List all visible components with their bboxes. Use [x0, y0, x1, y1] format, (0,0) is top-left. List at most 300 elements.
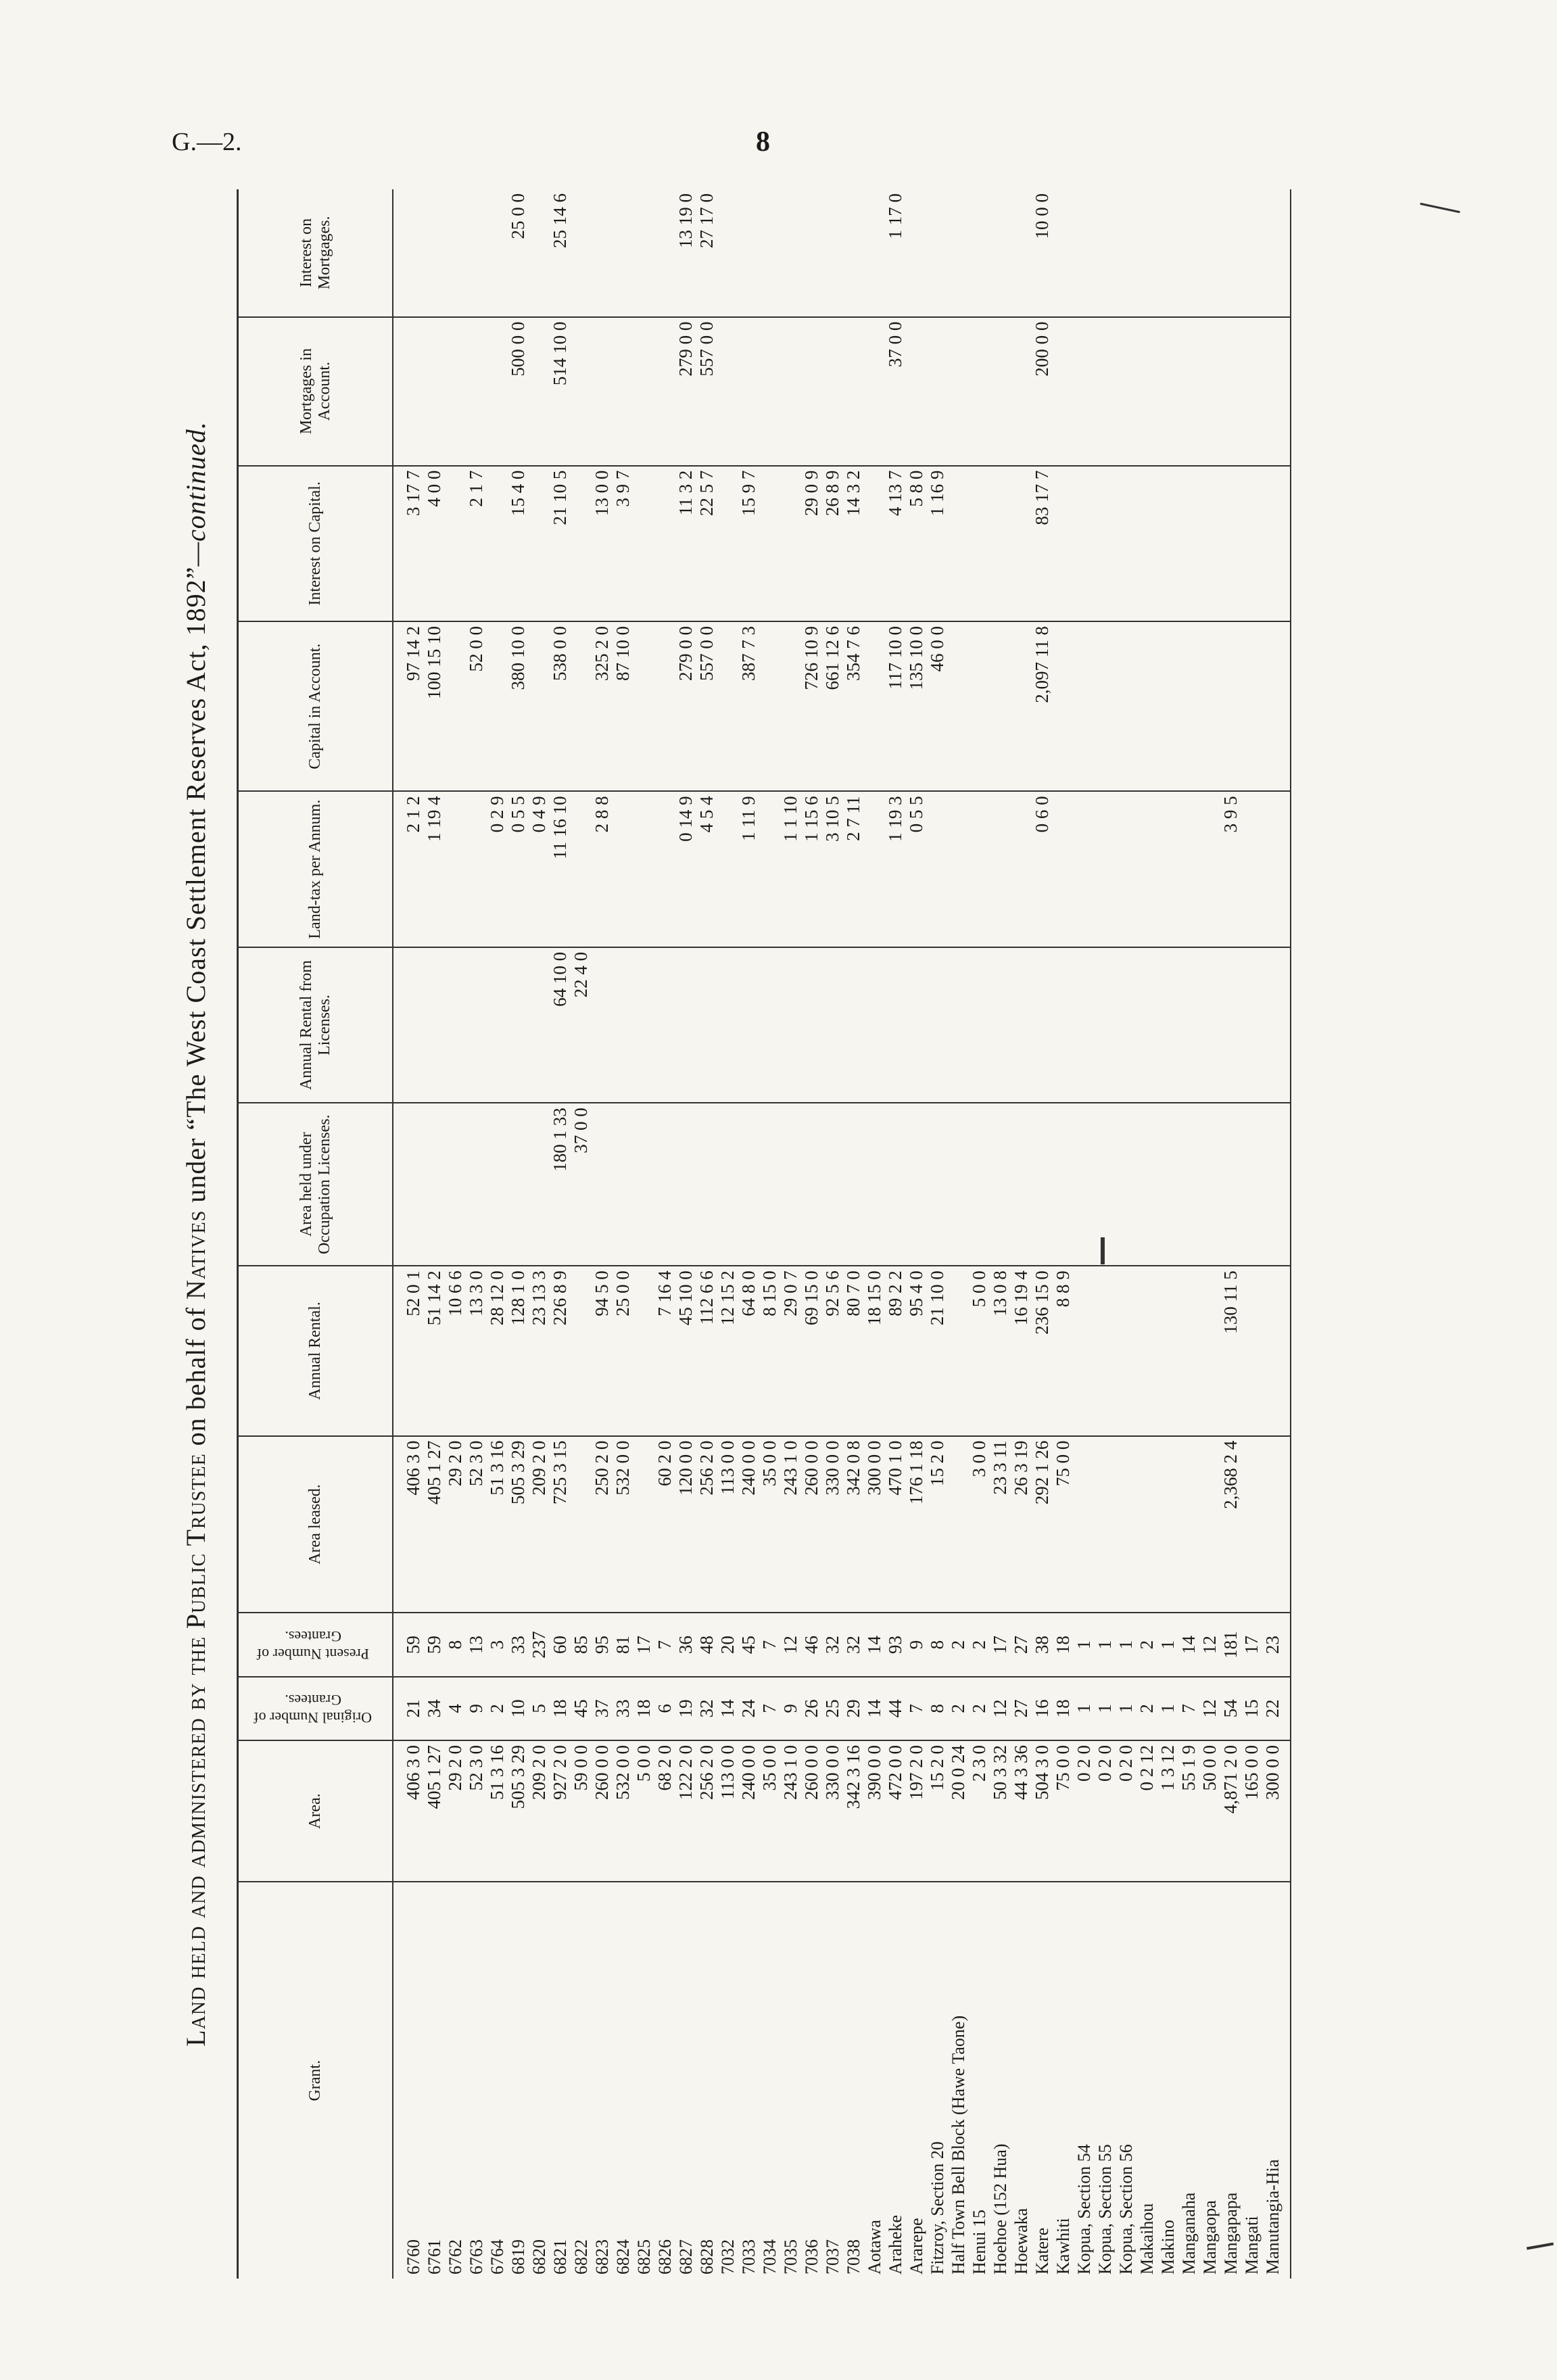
- cell-mortgages: [1011, 317, 1032, 466]
- table-row: [1053, 189, 1074, 2279]
- cell-land-tax: [969, 791, 990, 947]
- grant-name-cell: 6760: [404, 2239, 423, 2275]
- cell-area-leased: [571, 1436, 592, 1613]
- cell-area: 44 3 36: [1011, 1740, 1032, 1882]
- cell-rental-from-licenses: [1136, 947, 1157, 1103]
- cell-land-tax: 0 5 5: [906, 791, 927, 947]
- cell-area-occupation-licenses: [1199, 1103, 1220, 1266]
- cell-interest-capital: 83 17 7: [1032, 466, 1053, 621]
- cell-annual-rental: 128 1 0: [508, 1266, 529, 1435]
- cell-land-tax: 11 16 10: [550, 791, 571, 947]
- cell-mortgages: [393, 317, 424, 466]
- cell-area-occupation-licenses: [1220, 1103, 1241, 1266]
- cell-original-grantees: 18: [1053, 1677, 1074, 1740]
- cell-area-leased: 2,368 2 4: [1220, 1436, 1241, 1613]
- cell-original-grantees: 29: [843, 1677, 864, 1740]
- cell-interest-mortgages: [1053, 189, 1074, 317]
- title-trustee: Public Trustee: [181, 1453, 211, 1629]
- cell-interest-capital: 13 0 0: [592, 466, 613, 621]
- column-header-interest-capital: Interest on Capital.: [238, 466, 393, 621]
- cell-interest-capital: [990, 466, 1011, 621]
- cell-original-grantees: 2: [948, 1677, 969, 1740]
- cell-capital: [445, 621, 466, 791]
- cell-annual-rental: [1199, 1266, 1220, 1435]
- table-row: [424, 189, 445, 2279]
- cell-area-leased: 176 1 18: [906, 1436, 927, 1613]
- cell-mortgages: [738, 317, 759, 466]
- grant-name-cell: 7038: [844, 2239, 863, 2275]
- cell-land-tax: [1136, 791, 1157, 947]
- cell-area-leased: [1178, 1436, 1199, 1613]
- cell-mortgages: [864, 317, 885, 466]
- cell-capital: [990, 621, 1011, 791]
- cell-capital: 538 0 0: [550, 621, 571, 791]
- cell-area: 20 0 24: [948, 1740, 969, 1882]
- cell-annual-rental: [1262, 1266, 1291, 1435]
- cell-interest-mortgages: [571, 189, 592, 317]
- cell-annual-rental: 16 19 4: [1011, 1266, 1032, 1435]
- cell-interest-mortgages: [1199, 189, 1220, 317]
- table-row: [445, 189, 466, 2279]
- cell-rental-from-licenses: [738, 947, 759, 1103]
- table-row: [885, 189, 906, 2279]
- cell-present-grantees: 38: [1032, 1613, 1053, 1676]
- column-header-land-tax: Land-tax per Annum.: [238, 791, 393, 947]
- column-header-mortgages: Mortgages in Account.: [238, 317, 393, 466]
- cell-land-tax: [717, 791, 738, 947]
- cell-area-occupation-licenses: [906, 1103, 927, 1266]
- column-header-present-grantees: [238, 1613, 393, 1676]
- cell-mortgages: [822, 317, 843, 466]
- cell-interest-mortgages: [843, 189, 864, 317]
- cell-mortgages: [843, 317, 864, 466]
- cell-area: 52 3 0: [466, 1740, 487, 1882]
- cell-land-tax: 1 1 10: [780, 791, 801, 947]
- cell-original-grantees: 18: [633, 1677, 654, 1740]
- cell-mortgages: 279 0 0: [675, 317, 696, 466]
- cell-present-grantees: 7: [654, 1613, 675, 1676]
- table-row: [822, 189, 843, 2279]
- cell-area-occupation-licenses: [1136, 1103, 1157, 1266]
- cell-land-tax: [948, 791, 969, 947]
- cell-capital: 52 0 0: [466, 621, 487, 791]
- cell-present-grantees: 14: [864, 1613, 885, 1676]
- table-row: [1178, 189, 1199, 2279]
- table-row: [592, 189, 613, 2279]
- cell-present-grantees: 1: [1116, 1613, 1136, 1676]
- cell-capital: [780, 621, 801, 791]
- cell-rental-from-licenses: [508, 947, 529, 1103]
- cell-land-tax: 0 6 0: [1032, 791, 1053, 947]
- cell-original-grantees: 33: [613, 1677, 633, 1740]
- cell-capital: [1262, 621, 1291, 791]
- cell-original-grantees: 1: [1095, 1677, 1116, 1740]
- table-row: [1220, 189, 1241, 2279]
- cell-mortgages: 500 0 0: [508, 317, 529, 466]
- title-continued: —continued.: [181, 421, 211, 567]
- cell-capital: 117 10 0: [885, 621, 906, 791]
- cell-rental-from-licenses: [1011, 947, 1032, 1103]
- cell-area: 240 0 0: [738, 1740, 759, 1882]
- cell-interest-mortgages: [393, 189, 424, 317]
- cell-present-grantees: 8: [927, 1613, 948, 1676]
- cell-mortgages: [759, 317, 780, 466]
- grant-name-cell: Kopua, Section 54: [1074, 2144, 1094, 2275]
- cell-capital: 726 10 9: [801, 621, 822, 791]
- cell-interest-mortgages: [822, 189, 843, 317]
- cell-annual-rental: [1157, 1266, 1178, 1435]
- cell-area: 330 0 0: [822, 1740, 843, 1882]
- cell-area-leased: 470 1 0: [885, 1436, 906, 1613]
- cell-area-leased: [1095, 1436, 1116, 1613]
- cell-area-leased: 209 2 0: [529, 1436, 550, 1613]
- cell-capital: 325 2 0: [592, 621, 613, 791]
- cell-capital: [633, 621, 654, 791]
- cell-area-occupation-licenses: [927, 1103, 948, 1266]
- cell-original-grantees: 27: [1011, 1677, 1032, 1740]
- cell-area-leased: 75 0 0: [1053, 1436, 1074, 1613]
- cell-capital: [1241, 621, 1262, 791]
- grant-name-cell: 6820: [529, 2239, 549, 2275]
- column-header-grant: Grant.: [238, 1882, 393, 2279]
- cell-area: 59 0 0: [571, 1740, 592, 1882]
- cell-area-occupation-licenses: [885, 1103, 906, 1266]
- cell-original-grantees: 54: [1220, 1677, 1241, 1740]
- grant-name-cell: 7034: [760, 2239, 780, 2275]
- cell-area: 50 0 0: [1199, 1740, 1220, 1882]
- cell-interest-capital: 22 5 7: [696, 466, 717, 621]
- cell-rental-from-licenses: [780, 947, 801, 1103]
- cell-original-grantees: 8: [927, 1677, 948, 1740]
- cell-land-tax: [1241, 791, 1262, 947]
- grant-name-cell: 6826: [655, 2239, 675, 2275]
- cell-area: 209 2 0: [529, 1740, 550, 1882]
- cell-area: 390 0 0: [864, 1740, 885, 1882]
- cell-rental-from-licenses: [1116, 947, 1136, 1103]
- cell-land-tax: 1 11 9: [738, 791, 759, 947]
- cell-area-leased: [633, 1436, 654, 1613]
- page-series-code: G.—2.: [172, 128, 242, 156]
- cell-interest-capital: [1116, 466, 1136, 621]
- cell-present-grantees: 59: [393, 1613, 424, 1676]
- cell-annual-rental: 12 15 2: [717, 1266, 738, 1435]
- cell-original-grantees: 14: [717, 1677, 738, 1740]
- cell-interest-capital: [1136, 466, 1157, 621]
- cell-interest-mortgages: [717, 189, 738, 317]
- cell-annual-rental: [633, 1266, 654, 1435]
- cell-original-grantees: 18: [550, 1677, 571, 1740]
- cell-present-grantees: 12: [1199, 1613, 1220, 1676]
- cell-annual-rental: [1241, 1266, 1262, 1435]
- cell-capital: 87 10 0: [613, 621, 633, 791]
- table-body: [393, 189, 1291, 2279]
- cell-rental-from-licenses: [927, 947, 948, 1103]
- cell-capital: [1199, 621, 1220, 791]
- cell-interest-mortgages: 10 0 0: [1032, 189, 1053, 317]
- cell-land-tax: 1 15 6: [801, 791, 822, 947]
- cell-interest-capital: 15 4 0: [508, 466, 529, 621]
- cell-land-tax: [1053, 791, 1074, 947]
- cell-area-occupation-licenses: [529, 1103, 550, 1266]
- cell-area-leased: 243 1 0: [780, 1436, 801, 1613]
- grant-name-cell: 6763: [466, 2239, 486, 2275]
- cell-area: 406 3 0: [393, 1740, 424, 1882]
- table-row: [969, 189, 990, 2279]
- cell-rental-from-licenses: [1178, 947, 1199, 1103]
- table-row: [801, 189, 822, 2279]
- cell-area: 405 1 27: [424, 1740, 445, 1882]
- cell-capital: [1116, 621, 1136, 791]
- cell-rental-from-licenses: [633, 947, 654, 1103]
- cell-area-occupation-licenses: [759, 1103, 780, 1266]
- cell-interest-capital: 26 8 9: [822, 466, 843, 621]
- column-header-area-leased: Area leased.: [238, 1436, 393, 1613]
- cell-present-grantees: 9: [906, 1613, 927, 1676]
- cell-interest-capital: [1178, 466, 1199, 621]
- cell-interest-capital: [1053, 466, 1074, 621]
- cell-rental-from-licenses: [424, 947, 445, 1103]
- cell-original-grantees: 1: [1157, 1677, 1178, 1740]
- table-row: [864, 189, 885, 2279]
- cell-area-leased: 300 0 0: [864, 1436, 885, 1613]
- cell-annual-rental: [1116, 1266, 1136, 1435]
- column-header-area: Area.: [238, 1740, 393, 1882]
- cell-interest-mortgages: [948, 189, 969, 317]
- cell-annual-rental: 8 15 0: [759, 1266, 780, 1435]
- cell-land-tax: 1 19 3: [885, 791, 906, 947]
- table-row: [1011, 189, 1032, 2279]
- cell-area-occupation-licenses: 37 0 0: [571, 1103, 592, 1266]
- cell-capital: [571, 621, 592, 791]
- reserves-table: [237, 189, 1291, 2279]
- cell-mortgages: 200 0 0: [1032, 317, 1053, 466]
- cell-interest-mortgages: 13 19 0: [675, 189, 696, 317]
- cell-original-grantees: 1: [1116, 1677, 1136, 1740]
- cell-interest-capital: [571, 466, 592, 621]
- cell-area-occupation-licenses: [696, 1103, 717, 1266]
- cell-land-tax: [445, 791, 466, 947]
- cell-area-leased: 405 1 27: [424, 1436, 445, 1613]
- cell-rental-from-licenses: [717, 947, 738, 1103]
- cell-annual-rental: [571, 1266, 592, 1435]
- table-row: [550, 189, 571, 2279]
- cell-capital: [969, 621, 990, 791]
- cell-original-grantees: 7: [1178, 1677, 1199, 1740]
- cell-interest-mortgages: [529, 189, 550, 317]
- cell-interest-mortgages: [466, 189, 487, 317]
- cell-capital: 97 14 2: [393, 621, 424, 791]
- cell-area-leased: [1136, 1436, 1157, 1613]
- cell-area-leased: 35 0 0: [759, 1436, 780, 1613]
- table-title: [176, 189, 216, 2279]
- cell-annual-rental: 28 12 0: [487, 1266, 508, 1435]
- cell-annual-rental: [948, 1266, 969, 1435]
- cell-mortgages: [717, 317, 738, 466]
- title-natives: Natives: [181, 1210, 211, 1300]
- cell-interest-mortgages: [780, 189, 801, 317]
- column-header-interest-mortgages: Interest on Mortgages.: [238, 189, 393, 317]
- cell-area-occupation-licenses: [1095, 1103, 1116, 1266]
- cell-annual-rental: 8 8 9: [1053, 1266, 1074, 1435]
- cell-mortgages: [969, 317, 990, 466]
- cell-annual-rental: 236 15 0: [1032, 1266, 1053, 1435]
- cell-mortgages: [529, 317, 550, 466]
- grant-name-cell: Kopua, Section 55: [1095, 2144, 1115, 2275]
- cell-present-grantees: 60: [550, 1613, 571, 1676]
- cell-interest-mortgages: 27 17 0: [696, 189, 717, 317]
- cell-interest-capital: 21 10 5: [550, 466, 571, 621]
- cell-rental-from-licenses: [906, 947, 927, 1103]
- grant-name-cell: 6828: [697, 2239, 717, 2275]
- cell-present-grantees: 20: [717, 1613, 738, 1676]
- cell-annual-rental: 52 0 1: [393, 1266, 424, 1435]
- cell-interest-capital: 11 3 2: [675, 466, 696, 621]
- cell-area-occupation-licenses: [717, 1103, 738, 1266]
- cell-capital: [948, 621, 969, 791]
- grant-name-cell: 6764: [487, 2239, 507, 2275]
- cell-interest-capital: [1095, 466, 1116, 621]
- cell-area: 4,871 2 0: [1220, 1740, 1241, 1882]
- cell-interest-mortgages: [1116, 189, 1136, 317]
- margin-mark: [1101, 1237, 1105, 1264]
- cell-capital: 135 10 0: [906, 621, 927, 791]
- cell-area: 260 0 0: [801, 1740, 822, 1882]
- cell-capital: [1053, 621, 1074, 791]
- cell-rental-from-licenses: [822, 947, 843, 1103]
- cell-area: 0 2 0: [1095, 1740, 1116, 1882]
- table-row: [393, 189, 424, 2279]
- cell-present-grantees: 32: [822, 1613, 843, 1676]
- cell-area: 197 2 0: [906, 1740, 927, 1882]
- cell-mortgages: 557 0 0: [696, 317, 717, 466]
- grant-name-cell: 6821: [550, 2239, 570, 2275]
- cell-area-occupation-licenses: [1011, 1103, 1032, 1266]
- cell-interest-mortgages: [801, 189, 822, 317]
- cell-area-occupation-licenses: [864, 1103, 885, 1266]
- cell-capital: 46 0 0: [927, 621, 948, 791]
- cell-interest-capital: [529, 466, 550, 621]
- cell-land-tax: 0 5 5: [508, 791, 529, 947]
- cell-interest-capital: [1262, 466, 1291, 621]
- cell-capital: [529, 621, 550, 791]
- cell-original-grantees: 5: [529, 1677, 550, 1740]
- cell-capital: 557 0 0: [696, 621, 717, 791]
- cell-interest-capital: [1011, 466, 1032, 621]
- grant-name-cell: 6825: [634, 2239, 654, 2275]
- margin-mark: [1527, 2243, 1554, 2250]
- cell-present-grantees: 36: [675, 1613, 696, 1676]
- cell-rental-from-licenses: 64 10 0: [550, 947, 571, 1103]
- cell-present-grantees: 13: [466, 1613, 487, 1676]
- cell-annual-rental: 130 11 5: [1220, 1266, 1241, 1435]
- cell-rental-from-licenses: [654, 947, 675, 1103]
- table-row: [1074, 189, 1095, 2279]
- cell-land-tax: [1116, 791, 1136, 947]
- cell-annual-rental: 13 3 0: [466, 1266, 487, 1435]
- cell-original-grantees: 10: [508, 1677, 529, 1740]
- cell-interest-mortgages: [445, 189, 466, 317]
- cell-rental-from-licenses: [1157, 947, 1178, 1103]
- cell-annual-rental: 92 5 6: [822, 1266, 843, 1435]
- table-row: [654, 189, 675, 2279]
- cell-interest-capital: [654, 466, 675, 621]
- column-header-rental-from-licenses: Annual Rental from Licenses.: [238, 947, 393, 1103]
- cell-present-grantees: 93: [885, 1613, 906, 1676]
- cell-mortgages: [1074, 317, 1095, 466]
- cell-interest-mortgages: [759, 189, 780, 317]
- cell-area-occupation-licenses: [843, 1103, 864, 1266]
- cell-mortgages: [906, 317, 927, 466]
- cell-present-grantees: 1: [1074, 1613, 1095, 1676]
- table-row: [759, 189, 780, 2279]
- cell-interest-capital: 3 17 7: [393, 466, 424, 621]
- grant-name-cell: 6762: [446, 2239, 465, 2275]
- cell-area: 0 2 12: [1136, 1740, 1157, 1882]
- cell-area-leased: [1116, 1436, 1136, 1613]
- cell-interest-capital: [864, 466, 885, 621]
- cell-area-leased: 260 0 0: [801, 1436, 822, 1613]
- cell-capital: [1220, 621, 1241, 791]
- cell-original-grantees: 2: [487, 1677, 508, 1740]
- cell-rental-from-licenses: [948, 947, 969, 1103]
- cell-rental-from-licenses: [393, 947, 424, 1103]
- cell-interest-mortgages: [487, 189, 508, 317]
- cell-mortgages: [592, 317, 613, 466]
- cell-capital: [1011, 621, 1032, 791]
- cell-rental-from-licenses: [864, 947, 885, 1103]
- cell-area: 256 2 0: [696, 1740, 717, 1882]
- cell-area: 0 2 0: [1074, 1740, 1095, 1882]
- cell-present-grantees: 23: [1262, 1613, 1291, 1676]
- cell-area-leased: 330 0 0: [822, 1436, 843, 1613]
- margin-mark: [1420, 203, 1460, 213]
- cell-capital: 661 12 6: [822, 621, 843, 791]
- cell-area-leased: 3 0 0: [969, 1436, 990, 1613]
- cell-interest-mortgages: [613, 189, 633, 317]
- cell-rental-from-licenses: [843, 947, 864, 1103]
- cell-original-grantees: 37: [592, 1677, 613, 1740]
- cell-rental-from-licenses: [675, 947, 696, 1103]
- cell-present-grantees: 17: [1241, 1613, 1262, 1676]
- cell-interest-capital: 29 0 9: [801, 466, 822, 621]
- cell-area-occupation-licenses: [1241, 1103, 1262, 1266]
- cell-interest-capital: [948, 466, 969, 621]
- cell-area: 68 2 0: [654, 1740, 675, 1882]
- grant-name-cell: Kopua, Section 56: [1116, 2144, 1136, 2275]
- grant-name-cell: 7036: [802, 2239, 821, 2275]
- cell-capital: 387 7 3: [738, 621, 759, 791]
- cell-land-tax: 2 1 2: [393, 791, 424, 947]
- cell-original-grantees: 45: [571, 1677, 592, 1740]
- cell-area-leased: 15 2 0: [927, 1436, 948, 1613]
- cell-rental-from-licenses: [1199, 947, 1220, 1103]
- cell-original-grantees: 7: [759, 1677, 780, 1740]
- cell-area-occupation-licenses: [822, 1103, 843, 1266]
- cell-interest-mortgages: [1136, 189, 1157, 317]
- cell-area: 51 3 16: [487, 1740, 508, 1882]
- cell-mortgages: [1178, 317, 1199, 466]
- table-row: [1116, 189, 1136, 2279]
- cell-mortgages: [990, 317, 1011, 466]
- cell-area: 50 3 32: [990, 1740, 1011, 1882]
- cell-rental-from-licenses: [613, 947, 633, 1103]
- grant-name-cell: Manutangia-Hia: [1262, 1882, 1291, 2279]
- cell-present-grantees: 45: [738, 1613, 759, 1676]
- table-row: [738, 189, 759, 2279]
- cell-interest-mortgages: [1220, 189, 1241, 317]
- cell-interest-mortgages: 1 17 0: [885, 189, 906, 317]
- cell-rental-from-licenses: [529, 947, 550, 1103]
